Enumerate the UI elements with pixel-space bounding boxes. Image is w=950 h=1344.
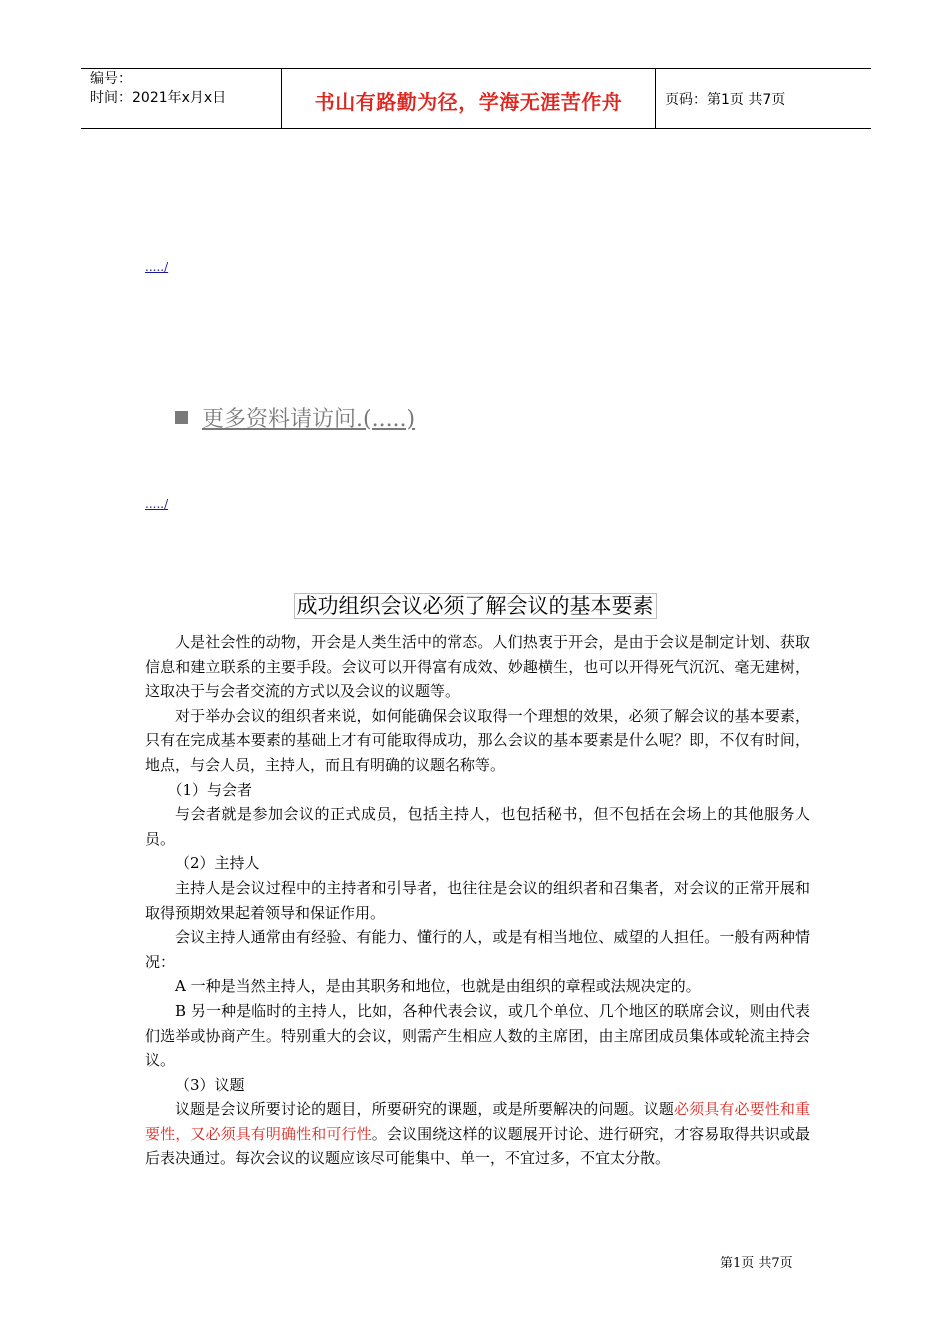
paragraph-4: 主持人是会议过程中的主持者和引导者，也往往是会议的组织者和召集者，对会议的正常开展和取得预期效果起着领导和保证作用。 (145, 878, 810, 922)
paragraph-5: 会议主持人通常由有经验、有能力、懂行的人，或是有相当地位、威望的人担任。一般有两种情况： (145, 928, 810, 971)
article-title-container (0, 590, 950, 620)
paragraph-8 (145, 1097, 810, 1171)
time-label: 时间：2021年x月x日 (90, 90, 227, 106)
header-meta (90, 70, 226, 108)
square-bullet-icon (175, 411, 188, 424)
heading-attendees: （1）与会者 (167, 780, 253, 799)
top-link[interactable]: ...../ (145, 260, 169, 274)
paragraph-3: 与会者就是参加会议的正式成员，包括主持人，也包括秘书，但不包括在会场上的其他服务人员。 (145, 805, 810, 848)
paragraph-6: A 一种是当然主持人，是由其职务和地位，也就是由组织的章程或法规决定的。 (175, 977, 701, 996)
footer-page-number: 第1页 共7页 (720, 1256, 793, 1271)
header-divider-right (655, 68, 656, 129)
paragraph-7: B 另一种是临时的主持人，比如，各种代表会议，或几个单位、几个地区的联席会议，则由代表们选举或协商产生。特别重大的会议，则需产生相应人数的主席团，由主席团成员集体或轮流主持会议。 (145, 1001, 810, 1070)
header-page-number: 页码：第1页 共7页 (665, 92, 786, 108)
header-motto: 书山有路勤为径，学海无涯苦作舟 (314, 90, 623, 114)
paragraph-2: 对于举办会议的组织者来说，如何能确保会议取得一个理想的效果，必须了解会议的基本要素，只有在完成基本要素的基础上才有可能取得成功，那么会议的基本要素是什么呢？即，不仅有时间，地点，与会人员，主持人，而且有明确的议题名称等。 (145, 706, 810, 774)
paragraph-8-highlight: 必须具有必要性和重要性，又必须具有明确性和可行性 (145, 1100, 810, 1143)
article-title: 成功组织会议必须了解会议的基本要素 (294, 593, 657, 619)
more-info-text[interactable]: 更多资料请访问.(.....) (202, 407, 416, 432)
heading-topic: （3）议题 (175, 1075, 245, 1094)
bottom-link[interactable]: ...../ (145, 497, 169, 511)
more-info-link[interactable] (175, 402, 415, 433)
paragraph-8-end: 。会议围绕这样的议题展开讨论、进行研究，才容易取得共识或最后表决通过。每次会议的议题应该尽可能集中、单一，不宜过多，不宜太分散。 (145, 1124, 810, 1168)
paragraph-1: 人是社会性的动物，开会是人类生活中的常态。人们热衷于开会，是由于会议是制定计划、获取信息和建立联系的主要手段。会议可以开得富有成效、妙趣横生，也可以开得死气沉沉、毫无建树，这取决于与会者交流的方式以及会议的议题等。 (145, 633, 810, 701)
header-bottom-rule (81, 128, 871, 129)
paragraph-8-start: 议题是会议所要讨论的题目，所要研究的课题，或是所要解决的问题。议题 (175, 1100, 675, 1119)
article-body (145, 630, 810, 1171)
header-top-rule (81, 68, 871, 69)
heading-host: （2）主持人 (175, 854, 260, 873)
code-label: 编号： (90, 71, 132, 87)
